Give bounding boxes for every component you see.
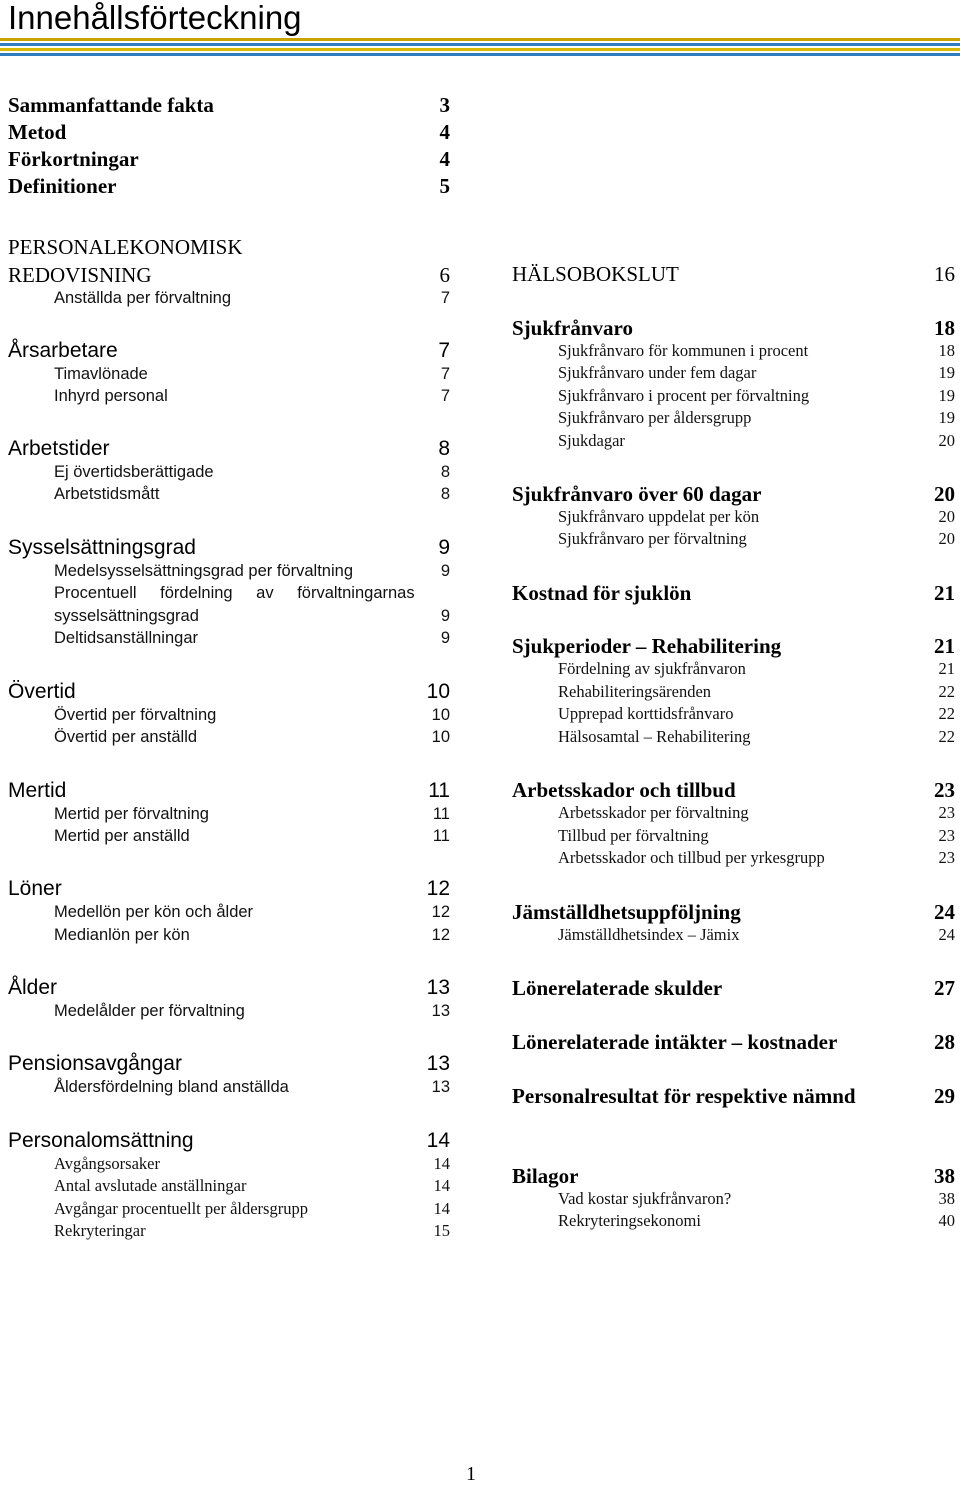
toc-entry-page: 4	[439, 120, 450, 144]
toc-entry-page: 12	[426, 877, 450, 900]
toc-entry-label: Vad kostar sjukfrånvaron?	[558, 1189, 732, 1208]
toc-entry-page: 23	[934, 778, 955, 802]
toc-entry-page: 13	[431, 1078, 450, 1096]
toc-entry-label: Sjukfrånvaro per förvaltning	[558, 529, 747, 548]
toc-entry[interactable]	[54, 803, 450, 825]
toc-entry[interactable]	[54, 560, 450, 582]
toc-entry[interactable]	[54, 287, 450, 309]
toc-entry[interactable]	[558, 658, 955, 680]
toc-entry-page: 21	[934, 581, 955, 605]
toc-entry-page: 19	[938, 386, 955, 405]
toc-entry-label: Kostnad för sjuklön	[512, 581, 692, 605]
toc-entry-page: 9	[438, 536, 450, 559]
toc-entry-page: 13	[426, 1052, 450, 1075]
toc-entry[interactable]	[558, 825, 955, 847]
toc-entry-label: Sjukfrånvaro i procent per förvaltning	[558, 386, 810, 405]
toc-entry-label: Personalresultat för respektive nämnd	[512, 1084, 856, 1108]
toc-entry-page: 20	[938, 507, 955, 526]
toc-entry[interactable]	[8, 338, 450, 364]
toc-entry[interactable]	[54, 363, 450, 385]
toc-entry-label: Övertid per anställd	[54, 728, 198, 746]
toc-entry-page: 11	[432, 805, 450, 823]
toc-entry-label: Arbetstider	[8, 437, 110, 460]
toc-entry-page: 27	[934, 976, 955, 1000]
toc-entry-label: Bilagor	[512, 1164, 579, 1188]
toc-entry[interactable]	[54, 901, 450, 923]
toc-entry-label: Anställda per förvaltning	[54, 289, 232, 307]
toc-entry[interactable]	[512, 777, 955, 803]
toc-entry-label: Åldersfördelning bland anställda	[54, 1078, 289, 1096]
toc-entry[interactable]	[558, 528, 955, 550]
toc-entry-label: Rehabiliteringsärenden	[558, 682, 712, 701]
toc-entry[interactable]	[54, 726, 450, 748]
toc-entry-label: Förkortningar	[8, 147, 139, 171]
toc-entry-label: Avgångar procentuellt per åldersgrupp	[54, 1199, 308, 1218]
toc-entry[interactable]	[8, 234, 450, 260]
toc-entry-label: Ej övertidsberättigade	[54, 463, 214, 481]
toc-entry[interactable]	[54, 605, 450, 627]
toc-entry[interactable]	[558, 430, 955, 452]
toc-entry-page: 12	[431, 926, 450, 944]
toc-entry-label: Definitioner	[8, 174, 117, 198]
toc-entry[interactable]	[54, 704, 450, 726]
toc-entry-label: Övertid per förvaltning	[54, 706, 217, 724]
toc-entry-page: 14	[433, 1199, 450, 1218]
toc-entry[interactable]	[8, 146, 450, 172]
toc-entry-label: Sjukperioder – Rehabilitering	[512, 634, 782, 658]
toc-entry-page: 5	[439, 174, 450, 198]
toc-entry-page: 10	[431, 706, 450, 724]
toc-entry[interactable]	[54, 582, 444, 604]
toc-entry[interactable]	[512, 899, 955, 925]
toc-entry-label: Mertid	[8, 779, 67, 802]
toc-entry-page: 9	[440, 562, 450, 580]
toc-entry[interactable]	[558, 924, 955, 946]
toc-entry-page: 40	[938, 1211, 955, 1230]
toc-entry-label: Avgångsorsaker	[54, 1154, 160, 1173]
toc-entry-page: 23	[938, 848, 955, 867]
stripe	[0, 38, 960, 41]
toc-entry-page: 8	[440, 463, 450, 481]
toc-entry-page: 11	[428, 779, 450, 802]
toc-entry-page: 7	[440, 365, 450, 383]
toc-entry[interactable]	[512, 315, 955, 341]
toc-entry[interactable]	[8, 173, 450, 199]
page-title: Innehållsförteckning	[8, 0, 302, 36]
toc-entry[interactable]	[512, 261, 955, 287]
toc-entry[interactable]	[54, 825, 450, 847]
toc-entry-label: Arbetsskador per förvaltning	[558, 803, 749, 822]
toc-entry-page: 6	[439, 263, 450, 287]
toc-entry-page: 19	[938, 408, 955, 427]
toc-entry[interactable]	[8, 1051, 450, 1077]
toc-entry[interactable]	[558, 681, 955, 703]
toc-entry-label: Fördelning av sjukfrånvaron	[558, 659, 746, 678]
toc-entry[interactable]	[54, 1220, 450, 1242]
toc-entry[interactable]	[558, 506, 955, 528]
toc-entry[interactable]	[558, 802, 955, 824]
toc-entry-label: Hälsosamtal – Rehabilitering	[558, 727, 751, 746]
stripe	[0, 43, 960, 46]
toc-entry-page: 22	[938, 682, 955, 701]
toc-entry-page: 23	[938, 803, 955, 822]
toc-entry-label: Lönerelaterade skulder	[512, 976, 723, 1000]
toc-entry-page: 28	[934, 1030, 955, 1054]
toc-entry-label: Metod	[8, 120, 67, 144]
stripe	[0, 48, 960, 51]
toc-entry-page: 22	[938, 704, 955, 723]
toc-entry-label: Deltidsanställningar	[54, 629, 198, 647]
toc-entry-page: 8	[440, 485, 450, 503]
toc-entry[interactable]	[512, 975, 955, 1001]
toc-entry-label: Sjukfrånvaro under fem dagar	[558, 363, 757, 382]
toc-entry-page: 38	[934, 1164, 955, 1188]
toc-entry[interactable]	[54, 627, 450, 649]
toc-entry-label: Övertid	[8, 680, 76, 703]
toc-entry[interactable]	[54, 461, 450, 483]
toc-entry[interactable]	[8, 975, 450, 1001]
toc-entry-label: Rekryteringsekonomi	[558, 1211, 701, 1230]
toc-entry-label: Sjukfrånvaro per åldersgrupp	[558, 408, 752, 427]
toc-entry-label: Pensionsavgångar	[8, 1052, 182, 1075]
toc-entry[interactable]	[8, 778, 450, 804]
toc-entry-page: 4	[439, 147, 450, 171]
toc-entry-page: 7	[440, 387, 450, 405]
toc-entry[interactable]	[558, 362, 955, 384]
toc-entry-page: 13	[431, 1002, 450, 1020]
toc-entry-label: Sjukfrånvaro	[512, 316, 633, 340]
toc-entry[interactable]	[512, 580, 955, 606]
toc-entry[interactable]	[54, 483, 450, 505]
toc-entry-page: 9	[440, 629, 450, 647]
toc-entry-label: HÄLSOBOKSLUT	[512, 262, 679, 286]
toc-entry-label: Mertid per förvaltning	[54, 805, 209, 823]
toc-entry[interactable]	[512, 481, 955, 507]
toc-entry-page: 19	[938, 363, 955, 382]
toc-entry-label: Procentuell fördelning av förvaltningarnas	[54, 584, 415, 602]
toc-entry-label: Jämställdhetsuppföljning	[512, 900, 741, 924]
toc-entry[interactable]	[558, 726, 955, 748]
toc-entry-page: 21	[938, 659, 955, 678]
toc-entry-label: Personalomsättning	[8, 1129, 194, 1152]
toc-entry-page: 7	[438, 339, 450, 362]
toc-entry-page: 16	[934, 262, 955, 286]
toc-entry-label: Jämställdhetsindex – Jämix	[558, 925, 740, 944]
toc-entry[interactable]	[54, 385, 450, 407]
toc-entry[interactable]	[54, 924, 450, 946]
toc-entry-label: Sjukfrånvaro för kommunen i procent	[558, 341, 809, 360]
toc-entry[interactable]	[54, 1000, 450, 1022]
toc-entry-page: 14	[433, 1154, 450, 1173]
toc-entry-page: 9	[440, 607, 450, 625]
toc-entry-label: Sjukdagar	[558, 431, 625, 450]
decorative-stripes	[0, 38, 960, 56]
toc-entry[interactable]	[8, 535, 450, 561]
toc-entry[interactable]	[558, 385, 955, 407]
toc-entry-page: 21	[934, 634, 955, 658]
toc-entry-page: 18	[938, 341, 955, 360]
stripe	[0, 53, 960, 56]
toc-entry-page: 15	[433, 1221, 450, 1240]
toc-entry-label: REDOVISNING	[8, 263, 152, 287]
toc-entry[interactable]	[8, 92, 450, 118]
toc-entry-page: 11	[432, 827, 450, 845]
toc-entry[interactable]	[8, 679, 450, 705]
toc-entry-label: Medianlön per kön	[54, 926, 190, 944]
toc-entry[interactable]	[558, 703, 955, 725]
toc-entry-label: Ålder	[8, 976, 58, 999]
toc-entry-page: 20	[938, 529, 955, 548]
toc-entry-page: 20	[938, 431, 955, 450]
toc-entry[interactable]	[8, 119, 450, 145]
toc-entry-page: 14	[433, 1176, 450, 1195]
toc-entry[interactable]	[512, 1163, 955, 1189]
toc-entry-label: Upprepad korttidsfrånvaro	[558, 704, 734, 723]
toc-entry-label: Mertid per anställd	[54, 827, 190, 845]
toc-entry-label: Sjukfrånvaro uppdelat per kön	[558, 507, 760, 526]
toc-entry-page: 29	[934, 1084, 955, 1108]
toc-entry-page: 24	[934, 900, 955, 924]
toc-entry-label: Antal avslutade anställningar	[54, 1176, 247, 1195]
toc-entry[interactable]	[8, 1128, 450, 1154]
toc-entry-label: Löner	[8, 877, 62, 900]
toc-entry-label: sysselsättningsgrad	[54, 607, 199, 625]
toc-entry-label: Medelsysselsättningsgrad per förvaltning	[54, 562, 353, 580]
toc-entry-label: Medelålder per förvaltning	[54, 1002, 245, 1020]
toc-entry-label: Lönerelaterade intäkter – kostnader	[512, 1030, 838, 1054]
page-number: 1	[466, 1463, 476, 1485]
toc-entry[interactable]	[512, 633, 955, 659]
toc-entry-page: 22	[938, 727, 955, 746]
toc-entry-label: Arbetsskador och tillbud per yrkesgrupp	[558, 848, 825, 867]
toc-entry-label: Sysselsättningsgrad	[8, 536, 196, 559]
toc-entry-label: PERSONALEKONOMISK	[8, 235, 243, 259]
toc-entry[interactable]	[512, 1083, 955, 1109]
toc-entry-page: 23	[938, 826, 955, 845]
toc-entry-page: 14	[426, 1129, 450, 1152]
toc-entry[interactable]	[8, 876, 450, 902]
toc-entry-page: 7	[440, 289, 450, 307]
toc-entry-page: 12	[431, 903, 450, 921]
toc-entry[interactable]	[558, 1188, 955, 1210]
toc-entry-page: 24	[938, 925, 955, 944]
toc-entry-page: 20	[934, 482, 955, 506]
toc-entry-label: Timavlönade	[54, 365, 148, 383]
toc-entry[interactable]	[512, 1029, 955, 1055]
toc-entry[interactable]	[54, 1198, 450, 1220]
toc-entry-page: 3	[439, 93, 450, 117]
toc-entry[interactable]	[558, 847, 955, 869]
toc-entry-page: 10	[426, 680, 450, 703]
toc-entry-label: Tillbud per förvaltning	[558, 826, 709, 845]
toc-entry-page: 13	[426, 976, 450, 999]
toc-entry-page: 8	[438, 437, 450, 460]
toc-entry-label: Arbetsskador och tillbud	[512, 778, 736, 802]
toc-entry-label: Inhyrd personal	[54, 387, 168, 405]
toc-entry-label: Medellön per kön och ålder	[54, 903, 254, 921]
toc-entry[interactable]	[54, 1153, 450, 1175]
toc-entry[interactable]	[54, 1076, 450, 1098]
toc-entry[interactable]	[558, 340, 955, 362]
toc-entry-page: 38	[938, 1189, 955, 1208]
toc-entry[interactable]	[8, 262, 450, 288]
toc-entry[interactable]	[54, 1175, 450, 1197]
toc-entry-label: Sjukfrånvaro över 60 dagar	[512, 482, 762, 506]
toc-entry[interactable]	[8, 436, 450, 462]
toc-entry-label: Årsarbetare	[8, 339, 118, 362]
toc-entry-label: Arbetstidsmått	[54, 485, 160, 503]
toc-entry[interactable]	[558, 407, 955, 429]
toc-entry-page: 10	[431, 728, 450, 746]
toc-entry[interactable]	[558, 1210, 955, 1232]
toc-entry-page: 18	[934, 316, 955, 340]
toc-entry-label: Sammanfattande fakta	[8, 93, 214, 117]
toc-entry-label: Rekryteringar	[54, 1221, 146, 1240]
